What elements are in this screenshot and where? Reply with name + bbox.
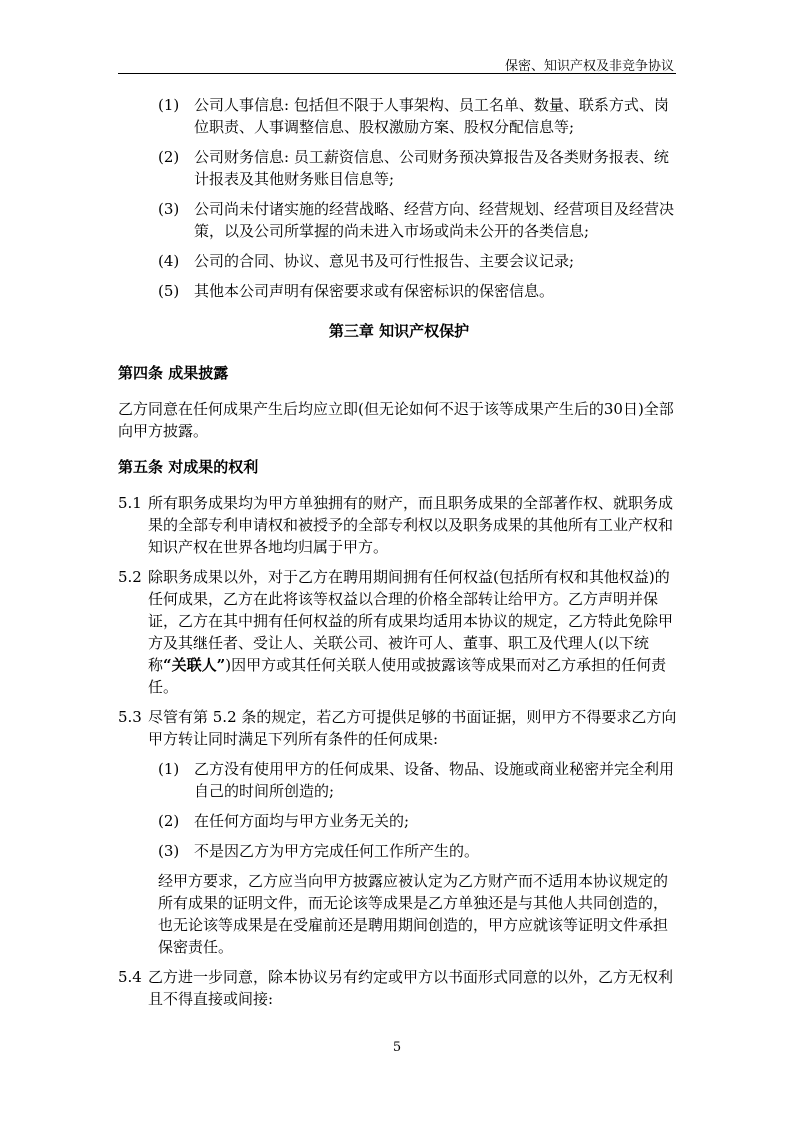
defined-term: “关联人”	[163, 656, 226, 674]
clause-text: 所有职务成果均为甲方单独拥有的财产，而且职务成果的全部著作权、就职务成果的全部专利申请权和被授予的全部专利权以及职务成果的其他所有工业产权和知识产权在世界各地均归属于甲方。	[148, 494, 674, 556]
sub-item-number: (2)	[158, 812, 180, 830]
list-item	[118, 250, 680, 272]
clause-5-3-followup: 经甲方要求，乙方应当向甲方披露应被认定为乙方财产而不适用本协议规定的所有成果的证明文件，而无论该等成果是乙方单独还是与其他人共同创造的，也无论该等成果是在受雇前还是聘用期间创造的，甲方应就该等证明文件承担保密责任。	[158, 872, 669, 956]
chapter-heading: 第三章 知识产权保护	[328, 322, 470, 340]
sub-item	[118, 758, 680, 802]
clause-text: 尽管有第 5.2 条的规定，若乙方可提供足够的书面证据，则甲方不得要求乙方向甲方转让同时满足下列所有条件的任何成果:	[148, 708, 677, 748]
sub-item-text: 不是因乙方为甲方完成任何工作所产生的。	[194, 842, 480, 860]
list-item-number: (5)	[158, 282, 180, 300]
list-item-text: 公司人事信息: 包括但不限于人事架构、员工名单、数量、联系方式、岗位职责、人事调整信息、股权激励方案、股权分配信息等;	[194, 96, 669, 136]
clause-number: 5.4	[118, 968, 142, 986]
clause-text-part-b: )因甲方或其任何关联人使用或披露该等成果而对乙方承担的任何责任。	[148, 656, 667, 696]
clause-5-2	[118, 566, 680, 698]
article-5-heading: 第五条 对成果的权利	[118, 458, 259, 476]
clause-text-part-a: 除职务成果以外，对于乙方在聘用期间拥有任何权益(包括所有权和其他权益)的任何成果，乙方在此将该等权益以合理的价格全部转让给甲方。乙方声明并保证，乙方在其中拥有任何权益的所有成果均适用本协议的规定，乙方特此免除甲方及其继任者、受让人、关联公司、被许可人、董事、职工及代理人(以下统称	[148, 568, 674, 674]
document-body	[118, 94, 680, 1018]
sub-item-number: (1)	[158, 760, 180, 778]
clause-5-1	[118, 492, 680, 558]
list-item-number: (2)	[158, 148, 180, 166]
clause-number: 5.1	[118, 494, 142, 512]
clause-text	[148, 568, 673, 696]
clause-number: 5.2	[118, 568, 142, 586]
list-item	[118, 280, 680, 302]
list-item-number: (4)	[158, 252, 180, 270]
clause-5-3	[118, 706, 680, 750]
sub-item-text: 在任何方面均与甲方业务无关的;	[194, 812, 410, 830]
sub-item	[118, 810, 680, 832]
page-number: 5	[392, 1040, 402, 1055]
article-4-text: 乙方同意在任何成果产生后均应立即(但无论如何不迟于该等成果产生后的30日)全部向甲方披露。	[118, 400, 674, 440]
sub-item-text: 乙方没有使用甲方的任何成果、设备、物品、设施或商业秘密并完全利用自己的时间所创造的;	[194, 760, 675, 800]
article-4-heading: 第四条 成果披露	[118, 364, 229, 382]
list-item	[118, 198, 680, 242]
sub-item-number: (3)	[158, 842, 180, 860]
clause-text: 乙方进一步同意，除本协议另有约定或甲方以书面形式同意的以外，乙方无权利且不得直接或间接:	[148, 968, 674, 1008]
header-rule	[118, 73, 676, 74]
running-header: 保密、知识产权及非竞争协议	[504, 59, 674, 74]
list-item	[118, 146, 680, 190]
list-item	[118, 94, 680, 138]
clause-5-4	[118, 966, 680, 1010]
clause-number: 5.3	[118, 708, 142, 726]
list-item-text: 公司财务信息: 员工薪资信息、公司财务预决算报告及各类财务报表、统计报表及其他财务账目信息等;	[194, 148, 669, 188]
list-item-number: (3)	[158, 200, 180, 218]
sub-item	[118, 840, 680, 862]
list-item-number: (1)	[158, 96, 180, 114]
list-item-text: 公司尚未付诸实施的经营战略、经营方向、经营规划、经营项目及经营决策，以及公司所掌握的尚未进入市场或尚未公开的各类信息;	[194, 200, 675, 240]
list-item-text: 其他本公司声明有保密要求或有保密标识的保密信息。	[194, 282, 555, 300]
list-item-text: 公司的合同、协议、意见书及可行性报告、主要会议记录;	[194, 252, 575, 270]
